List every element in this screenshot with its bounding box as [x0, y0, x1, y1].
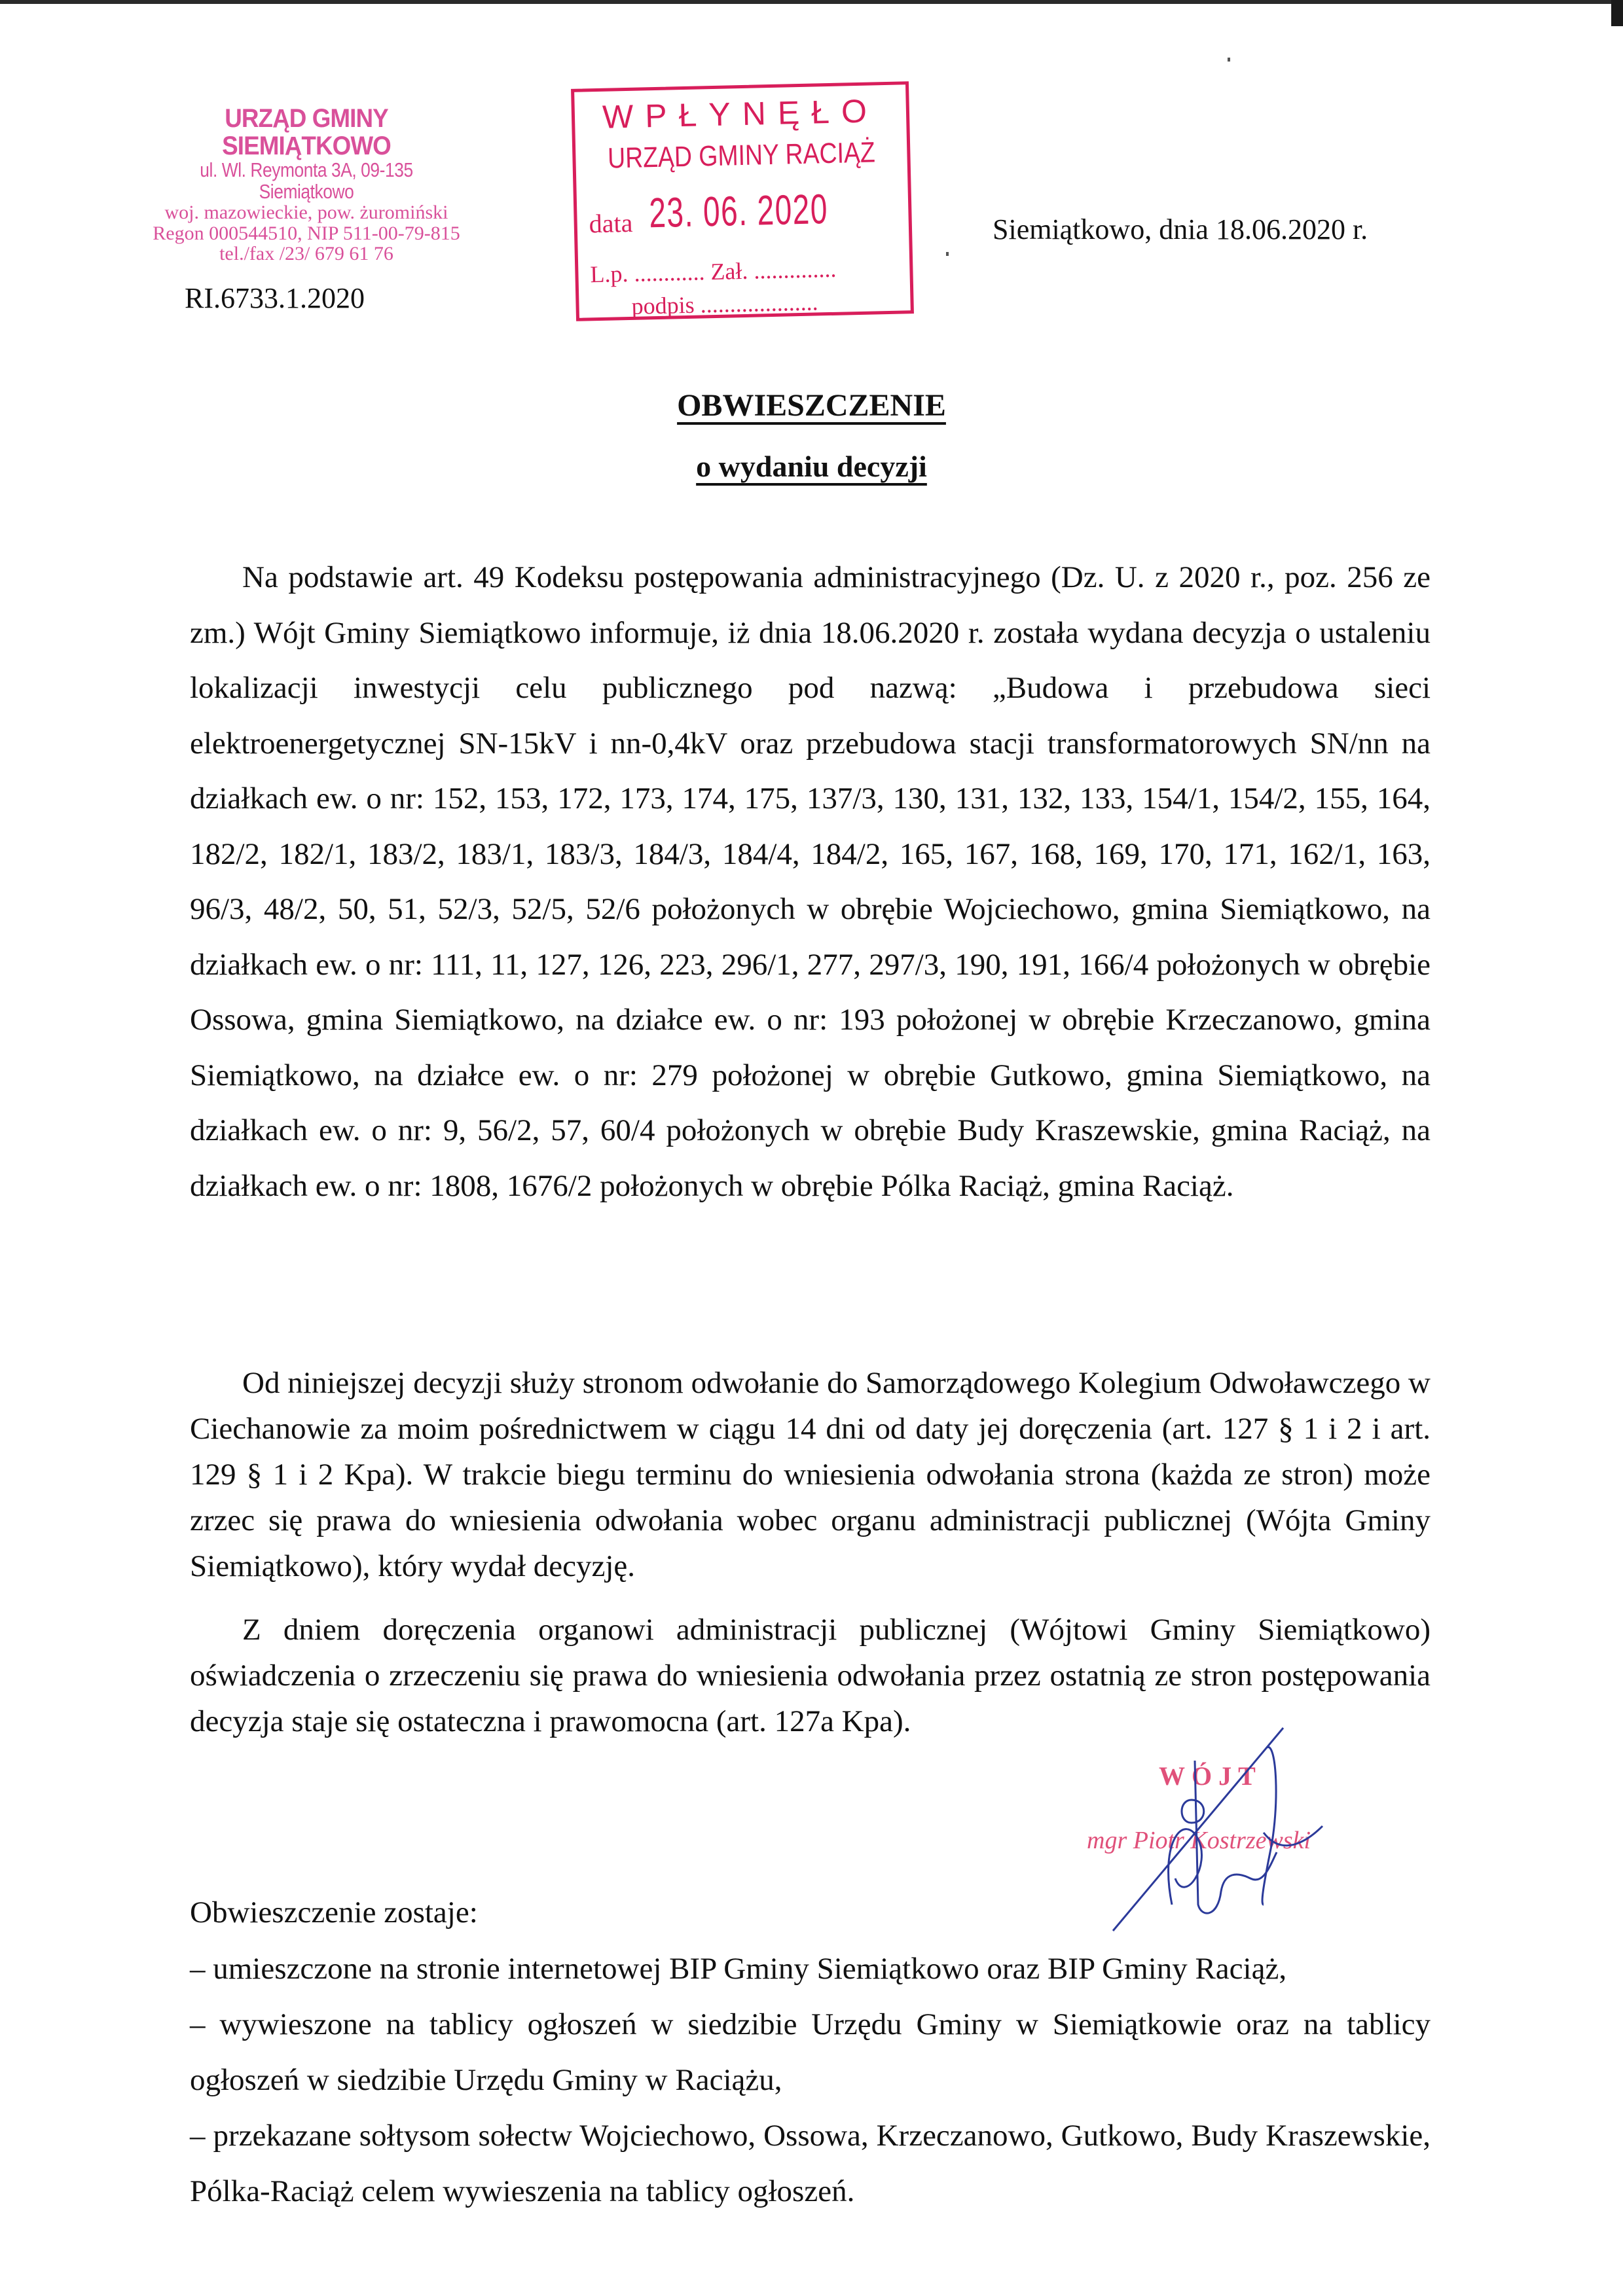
document-subtitle: o wydaniu decyzji	[696, 450, 927, 483]
signature-name: mgr Piotr Kostrzewski	[1087, 1827, 1311, 1854]
issuer-phone: tel./fax /23/ 679 61 76	[219, 243, 393, 265]
incoming-stamp	[571, 81, 914, 321]
paragraph-text: Z dniem doręczenia organowi administracji publicznej (Wójtowi Gminy Siemiątkowo) oświadczenia o zrzeczeniu się prawa do wniesienia odwołania przez ostatnią ze stron postępowania decyzja staje się ostateczna i prawomocna (art. 127a Kpa).	[190, 1613, 1431, 1738]
distribution-item: – umieszczone na stronie internetowej BIP Gminy Siemiątkowo oraz BIP Gminy Raciąż,	[190, 1952, 1287, 1986]
document-title: OBWIESZCZENIE	[677, 388, 946, 423]
distribution-item: – wywieszone na tablicy ogłoszeń w siedzibie Urzędu Gminy w Siemiątkowie oraz na tablicy ogłoszeń w siedzibie Urzędu Gminy w Raciążu,	[190, 2007, 1431, 2097]
signature-role: WÓJT	[1159, 1761, 1262, 1791]
incoming-stamp-date-label: data	[589, 207, 633, 239]
issuer-stamp	[123, 105, 490, 264]
issuer-ids: Regon 000544510, NIP 511-00-79-815	[153, 222, 460, 244]
scan-edge-right	[1611, 0, 1623, 26]
incoming-stamp-date: 23. 06. 2020	[648, 185, 829, 237]
reference-number: RI.6733.1.2020	[185, 282, 365, 314]
distribution-item: – przekazane sołtysom sołectw Wojciechowo, Ossowa, Krzeczanowo, Gutkowo, Budy Kraszewskie, Pólka-Raciąż celem wywieszenia na tablicy ogłoszeń.	[190, 2119, 1431, 2208]
incoming-stamp-lp-field: L.p. ............ Zał. ..............	[590, 255, 837, 288]
paragraph-text: Od niniejszej decyzji służy stronom odwołanie do Samorządowego Kolegium Odwoławczego w Ciechanowie za moim pośrednictwem w ciągu 14 dni od daty jej doręczenia (art. 127 § 1 i 2 i art. 129 § 1 i 2 Kpa). W trakcie biegu terminu do wniesienia odwołania strona (każda ze stron) może zrzec się prawa do wniesienia odwołania wobec organu administracji publicznej (Wójta Gminy Siemiątkowo), który wydał decyzję.	[190, 1366, 1431, 1583]
place-date: Siemiątkowo, dnia 18.06.2020 r.	[993, 213, 1368, 245]
scan-speck	[1228, 58, 1230, 62]
distribution-list	[190, 1941, 1431, 2219]
scan-edge-top	[0, 0, 1623, 4]
incoming-stamp-organization: URZĄD GMINY RACIĄŻ	[607, 136, 876, 175]
paragraph-appeal	[190, 1360, 1431, 1589]
issuer-address: ul. Wl. Reymonta 3A, 09-135 Siemiątkowo	[200, 158, 413, 203]
paragraph-decision	[190, 550, 1431, 1213]
incoming-stamp-signature-field: podpis ....................	[631, 289, 818, 319]
scan-speck	[946, 252, 949, 256]
issuer-name: URZĄD GMINY SIEMIĄTKOWO	[222, 104, 391, 160]
issuer-region: woj. mazowieckie, pow. żuromiński	[164, 202, 448, 224]
distribution-header: Obwieszczenie zostaje:	[190, 1895, 478, 1929]
paragraph-text: Na podstawie art. 49 Kodeksu postępowania administracyjnego (Dz. U. z 2020 r., poz. 256 ze zm.) Wójt Gminy Siemiątkowo informuje, iż dnia 18.06.2020 r. została wydana decyzja o ustaleniu lokalizacji inwestycji celu publicznego pod nazwą: „Budowa i przebudowa sieci elektroenergetycznej SN-15kV i nn-0,4kV oraz przebudowa stacji transformatorowych SN/nn na działkach ew. o nr: 152, 153, 172, 173, 174, 175, 137/3, 130, 131, 132, 133, 154/1, 154/2, 155, 164, 182/2, 182/1, 183/2, 183/1, 183/3, 184/3, 184/4, 184/2, 165, 167, 168, 169, 170, 171, 162/1, 163, 96/3, 48/2, 50, 51, 52/3, 52/5, 52/6 położonych w obrębie Wojciechowo, gmina Siemiątkowo, na działkach ew. o nr: 111, 11, 127, 126, 223, 296/1, 277, 297/3, 190, 191, 166/4 położonych w obrębie Ossowa, gmina Siemiątkowo, na działce ew. o nr: 193 położonej w obrębie Krzeczanowo, gmina Siemiątkowo, na działce ew. o nr: 279 położonej w obrębie Gutkowo, gmina Siemiątkowo, na działkach ew. o nr: 9, 56/2, 57, 60/4 położonych w obrębie Budy Kraszewskie, gmina Raciąż, na działkach ew. o nr: 1808, 1676/2 położonych w obrębie Pólka Raciąż, gmina Raciąż.	[190, 560, 1431, 1203]
incoming-stamp-title: WPŁYNĘŁO	[602, 92, 879, 135]
